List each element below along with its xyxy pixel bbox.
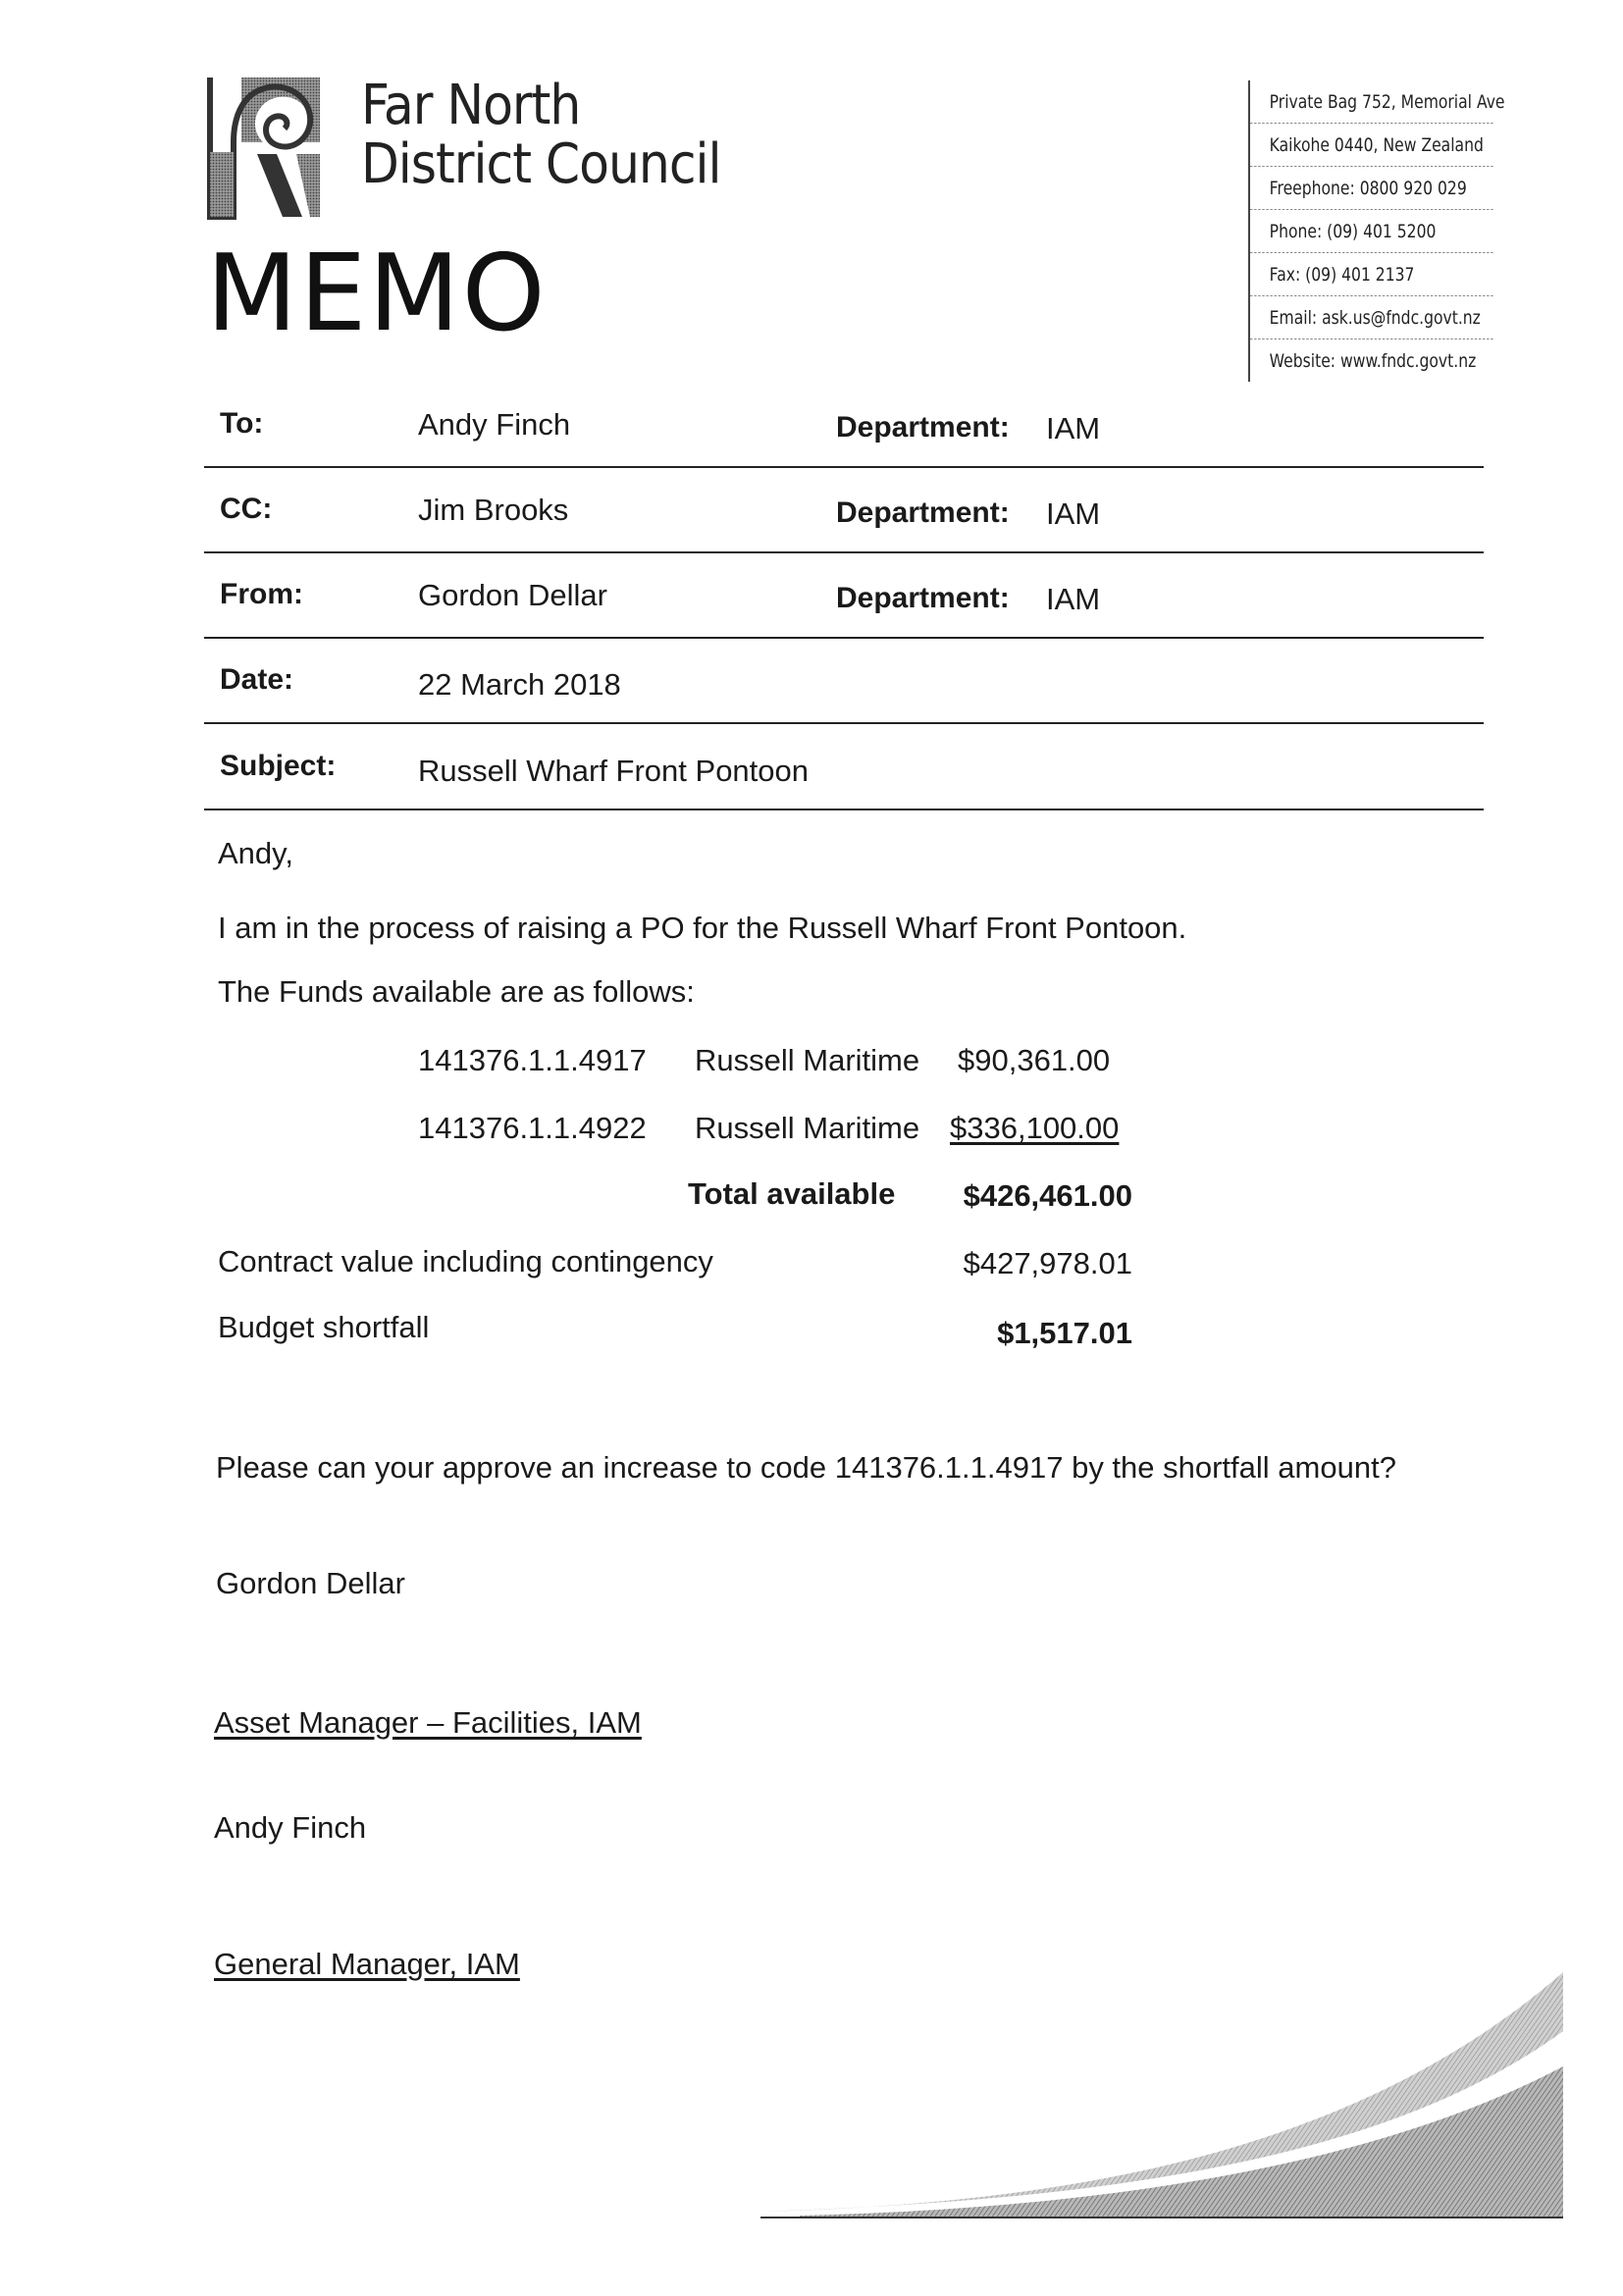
council-name <box>361 74 721 196</box>
contact-email: Email: ask.us@fndc.govt.nz <box>1250 296 1493 339</box>
to-department-label: Department: <box>836 411 1010 444</box>
signatory-2-name: Andy Finch <box>214 1810 367 1845</box>
signatory-1-name: Gordon Dellar <box>216 1566 405 1600</box>
approval-request: Please can your approve an increase to code 141376.1.1.4917 by the shortfall amount? <box>216 1450 1396 1485</box>
fund-name-1: Russell Maritime <box>695 1043 920 1077</box>
contact-fax: Fax: (09) 401 2137 <box>1250 253 1493 296</box>
total-available-label: Total available <box>688 1176 896 1211</box>
budget-shortfall-amount: $1,517.01 <box>997 1316 1132 1350</box>
greeting: Andy, <box>218 836 293 870</box>
to-department-value: IAM <box>1046 411 1101 445</box>
to-value: Andy Finch <box>418 407 571 442</box>
contact-city: Kaikohe 0440, New Zealand <box>1250 124 1493 167</box>
fund-code-2: 141376.1.1.4922 <box>418 1111 647 1145</box>
total-available-amount: $426,461.00 <box>963 1178 1132 1213</box>
contact-phone: Phone: (09) 401 5200 <box>1250 210 1493 253</box>
to-row <box>204 399 1484 468</box>
contract-value-label: Contract value including contingency <box>218 1244 713 1278</box>
fund-amount-2: $336,100.00 <box>950 1111 1120 1145</box>
contact-freephone: Freephone: 0800 920 029 <box>1250 167 1493 210</box>
fund-amount-1: $90,361.00 <box>958 1043 1111 1077</box>
cc-row <box>204 485 1484 553</box>
cc-department-label: Department: <box>836 496 1010 529</box>
date-value: 22 March 2018 <box>418 667 621 702</box>
council-name-line1: Far North <box>361 74 581 137</box>
signatory-2-title: General Manager, IAM <box>214 1947 520 1981</box>
subject-value: Russell Wharf Front Pontoon <box>418 754 810 788</box>
cc-department-value: IAM <box>1046 496 1101 531</box>
from-label: From: <box>220 578 303 610</box>
contact-block <box>1248 80 1546 382</box>
from-row <box>204 570 1484 639</box>
from-department-value: IAM <box>1046 582 1101 616</box>
cc-label: CC: <box>220 493 273 525</box>
fund-name-2: Russell Maritime <box>695 1111 920 1145</box>
signatory-1-title: Asset Manager – Facilities, IAM <box>214 1705 642 1740</box>
contact-address: Private Bag 752, Memorial Ave <box>1250 80 1493 124</box>
subject-row <box>204 742 1484 810</box>
date-row <box>204 655 1484 724</box>
memo-title: MEMO <box>206 233 548 355</box>
from-value: Gordon Dellar <box>418 578 607 612</box>
paragraph-process: I am in the process of raising a PO for the Russell Wharf Front Pontoon. <box>218 911 1187 945</box>
council-name-line2: District Council <box>361 132 721 196</box>
cc-value: Jim Brooks <box>418 493 569 527</box>
date-label: Date: <box>220 663 294 696</box>
paragraph-funds-intro: The Funds available are as follows: <box>218 974 695 1009</box>
decorative-swoosh <box>760 1972 1565 2219</box>
contact-website: Website: www.fndc.govt.nz <box>1269 350 1477 372</box>
from-department-label: Department: <box>836 582 1010 614</box>
subject-label: Subject: <box>220 750 337 782</box>
to-label: To: <box>220 407 264 440</box>
budget-shortfall-label: Budget shortfall <box>218 1310 430 1344</box>
fund-code-1: 141376.1.1.4917 <box>418 1043 647 1077</box>
contract-value-amount: $427,978.01 <box>963 1246 1132 1280</box>
council-logo-icon <box>206 74 324 221</box>
